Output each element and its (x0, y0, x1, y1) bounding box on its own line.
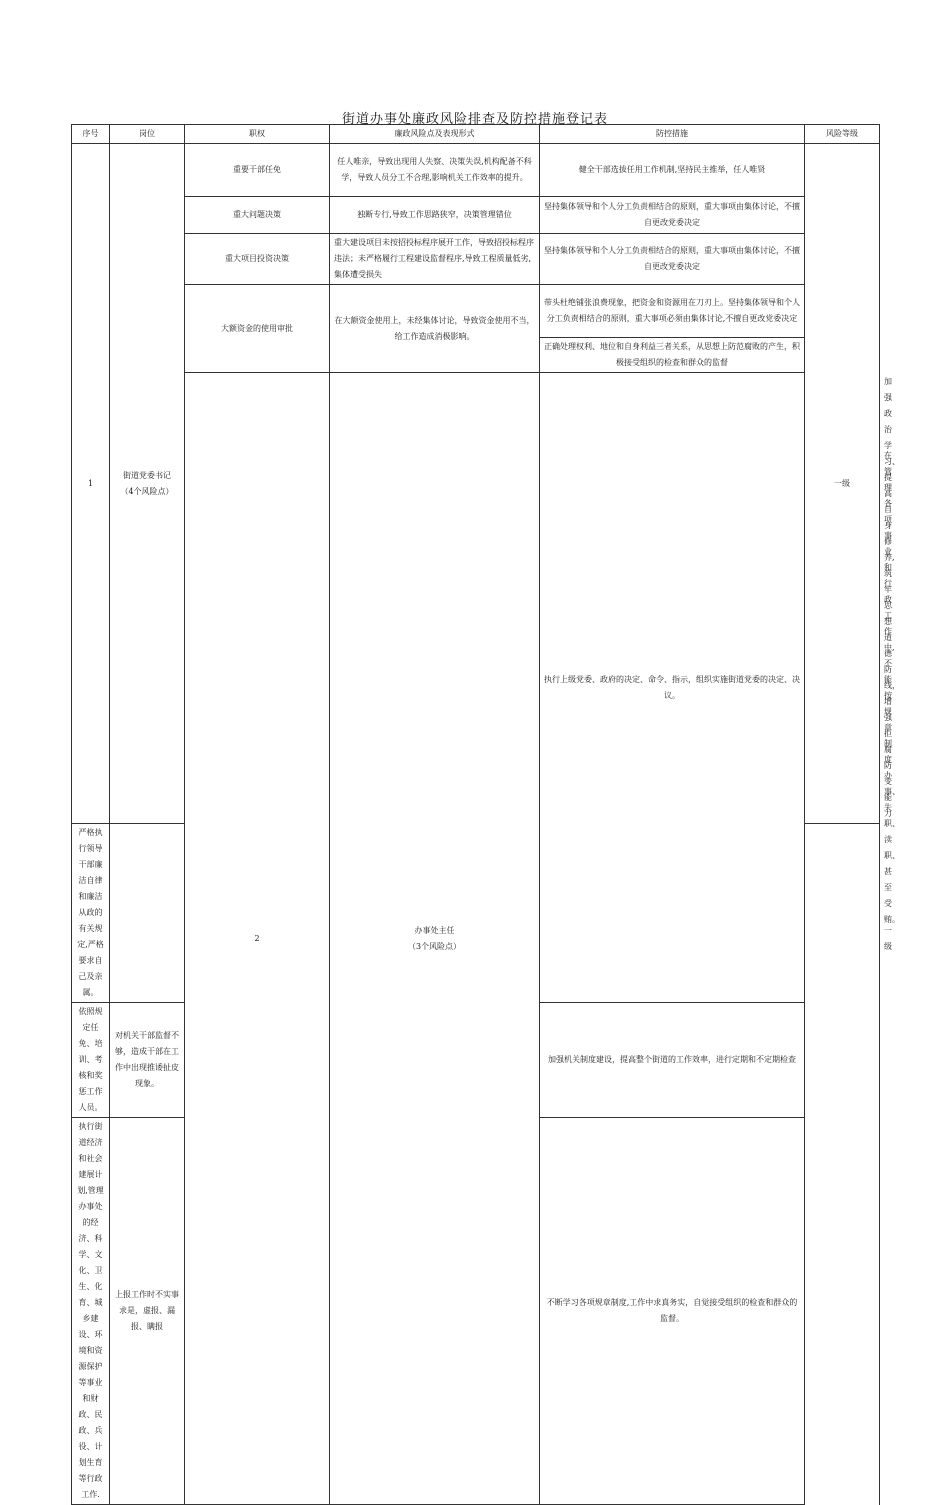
post-name: 街道党委书记 (123, 470, 171, 480)
post-risk-count: （3个风险点） (407, 941, 462, 951)
post-name: 办事处主任 (414, 925, 455, 935)
measure-cell: 带头杜绝铺张浪费现象，把资金和资源用在刀刃上。坚持集体领导和个人分工负责相结合的原则，重大事项必须由集体讨论,不擅自更改党委决定 (540, 285, 805, 338)
risk-cell: 独断专行,导致工作思路狭窄，决策管理错位 (330, 197, 540, 234)
power-cell: 大额资金的使用审批 (185, 285, 330, 373)
power-cell: 执行街道经济和社会建展计划,管理办事处的经济、科学、文化、卫生、化育、城乡建设、环境和资源保护等事业和财政、民政、兵役、计划生育等行政工作. (72, 1118, 110, 1505)
header-row (72, 125, 880, 144)
table-row (72, 197, 880, 234)
power-cell: 执行上级党委、政府的决定、命令、指示，组织实施街道党委的决定、决议。 (540, 373, 805, 1003)
header-no: 序号 (72, 125, 110, 144)
measure-cell: 不断学习各项规章制度,工作中求真务实，自觉接受组织的检查和群众的监督。 (540, 1118, 805, 1505)
risk-cell: 上报工作时不实事求是，虚报、漏报、瞒报 (110, 1118, 185, 1505)
risk-cell: 在大额资金使用上，未经集体讨论，导致资金使用不当，给工作造成消极影响。 (330, 285, 540, 373)
measure-cell: 坚持集体领导和个人分工负责相结合的原则，重大事项由集体讨论，不擅自更改党委决定 (540, 234, 805, 285)
risk-cell: 重大建设项目未按招投标程序展开工作，导致招投标程序违法；未严格履行工程建设监督程序,导致工程质量低劣,集体遭受损失 (330, 234, 540, 285)
power-cell: 重要干部任免 (185, 144, 330, 197)
row-number: 2 (185, 373, 330, 1505)
risk-register-table (71, 124, 900, 1505)
measure-cell: 加强机关制度建设，提高整个街道的工作效率，进行定期和不定期检查 (540, 1003, 805, 1118)
power-cell: 依照规定任免、培训、考核和奖惩工作人员。 (72, 1003, 110, 1118)
risk-cell: 任人唯亲，导致出现用人失察、决策失误,机构配备不科学，导致人员分工不合理,影响机关工作效率的提升。 (330, 144, 540, 197)
header-measure: 防控措施 (540, 125, 805, 144)
post-cell (330, 373, 540, 1505)
table-row: 2 办事处主任 （3个风险点） 执行上级党委、政府的决定、命令、指示，组织实施街道党委的决定、决议。 在管理各项事业和行政工作中,不能按规章制度办事、失职、渎职、甚至受贿。 加强政治学习、提高自身修养,筑牢思想道德防线，增强拒腐防变能力 一级 (72, 373, 880, 824)
post-risk-count: （4个风险点） (120, 486, 174, 496)
measure-cell: 正确处理权利、地位和自身利益三者关系，从思想上防范腐败的产生，积极接受组织的检查和群众的监督 (540, 338, 805, 373)
document-title: 街道办事处廉政风险排查及防控措施登记表 (341, 112, 608, 127)
measure-cell: 严格执行领导干部廉洁自律和廉洁从政的有关规定,严格要求自己及亲属。 (72, 824, 110, 1003)
post-cell (110, 144, 185, 824)
risk-cell: 对机关干部监督不够，造成干部在工作中出现推诿扯皮现象。 (110, 1003, 185, 1118)
power-cell: 重大项目投资决策 (185, 234, 330, 285)
measure-cell: 健全干部选拔任用工作机制,坚持民主推举，任人唯贤 (540, 144, 805, 197)
table-row (72, 234, 880, 285)
table-row (72, 285, 880, 338)
power-cell: 重大问题决策 (185, 197, 330, 234)
table-row (72, 144, 880, 197)
header-risk: 廉政风险点及表现形式 (330, 125, 540, 144)
row-number: 1 (72, 144, 110, 824)
risk-level: 一级 (805, 144, 880, 824)
header-level: 风险等级 (805, 125, 880, 144)
header-power: 职权 (185, 125, 330, 144)
measure-cell: 坚持集体领导和个人分工负责相结合的原则，重大事项由集体讨论，不擅自更改党委决定 (540, 197, 805, 234)
header-post: 岗位 (110, 125, 185, 144)
